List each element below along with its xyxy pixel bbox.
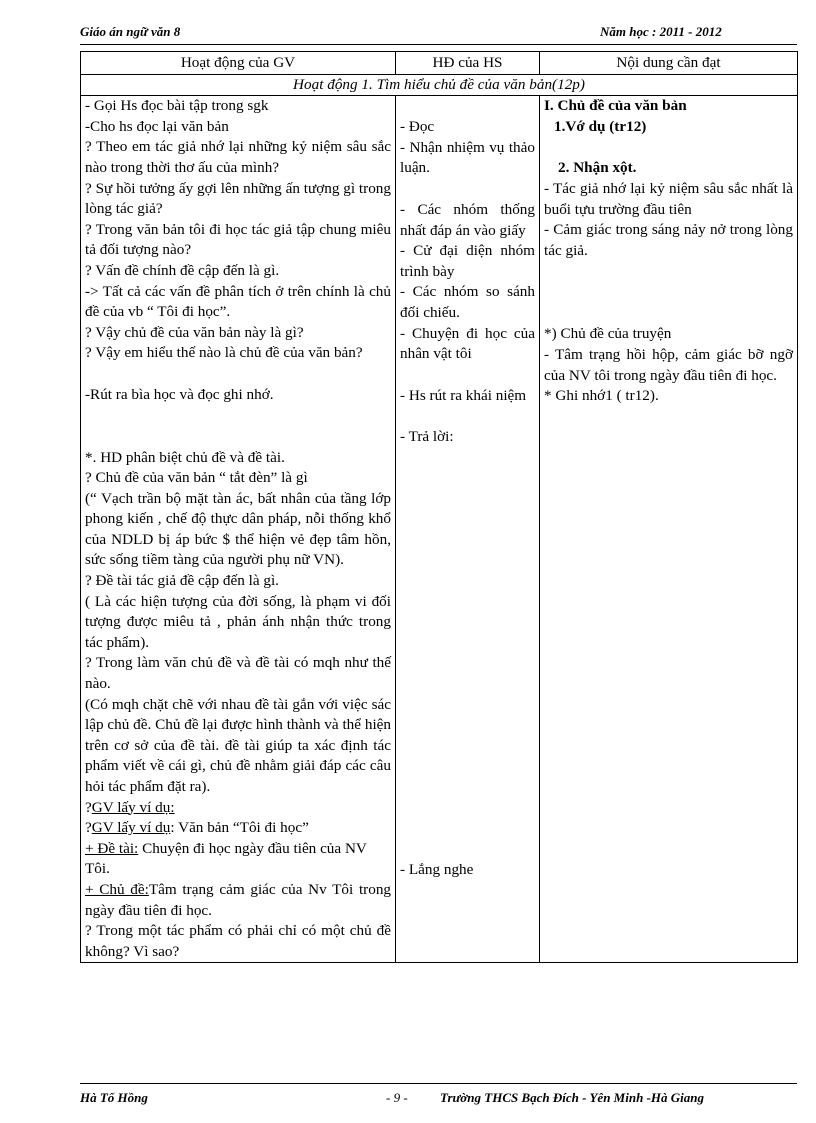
col-header-nd: Nội dung cần đạt (540, 52, 798, 75)
activity-title: Hoạt động 1. Tìm hiểu chủ đề của văn bản(12p) (81, 74, 798, 96)
gv-line: - Gọi Hs đọc bài tập trong sgk (85, 97, 269, 115)
gv-line: ? Vấn đề chính đề cập đến là gì. (85, 261, 280, 279)
gv-line: ? Trong văn bản tôi đi học tác giả tập chung miêu tả đối tượng nào? (85, 220, 391, 259)
footer-school: Trường THCS Bạch Đích - Yên Minh -Hà Giang (440, 1090, 704, 1105)
gv-line: ?GV lấy ví dụ: (85, 798, 175, 816)
nd-line: 1.Vớ dụ (tr12) (554, 117, 647, 135)
header-subject: Giáo án ngữ văn 8 (80, 24, 181, 39)
nd-line: I. Chủ đề của văn bản (544, 97, 687, 115)
gv-line: + Đề tài: Chuyện đi học ngày đầu tiên của NV Tôi. (85, 839, 367, 878)
gv-line: ? Đề tài tác giả đề cập đến là gì. (85, 572, 279, 590)
gv-line: ? Sự hồi tưởng ấy gợi lên những ấn tượng gì trong lòng tác giả? (85, 179, 391, 218)
hs-line: - Trả lời: (400, 428, 454, 446)
nd-column (540, 96, 798, 963)
hs-line: - Nhận nhiệm vụ thảo luận. (400, 138, 535, 177)
nd-line: - Tâm trạng hồi hộp, cảm giác bỡ ngỡ của NV tôi trong ngày đầu tiên đi học. (544, 345, 793, 384)
col-header-gv: Hoạt động của GV (81, 52, 396, 75)
gv-line: (“ Vạch trần bộ mặt tàn ác, bất nhân của tầng lớp phong kiến , chế độ thực dân pháp, nỗi thống khổ của NDLD bị áp bức $ thể hiện vẻ đẹp tâm hồn, sức sống tiềm tàng của người phụ nữ VN). (85, 489, 391, 569)
nd-line: *) Chủ đề của truyện (544, 325, 672, 343)
gv-line: ( Là các hiện tượng của đời sống, là phạm vi đối tượng được miêu tả , phản ánh nhận thức trong tác phẩm). (85, 592, 391, 651)
content-row (81, 96, 798, 963)
lesson-table (80, 51, 798, 963)
gv-line: -Cho hs đọc lại văn bản (85, 117, 229, 135)
hs-line: - Cử đại diện nhóm trình bày (400, 242, 535, 280)
nd-line: 2. Nhận xột. (558, 159, 637, 177)
hs-line: - Chuyện đi học của nhân vật tôi (400, 324, 535, 363)
gv-line: *. HD phân biệt chủ đề và đề tài. (85, 448, 285, 466)
hs-line: - Hs rút ra khái niệm (400, 386, 527, 404)
gv-line: ? Vậy em hiểu thế nào là chủ đề của văn bản? (85, 344, 363, 362)
footer-page-number: - 9 - (386, 1090, 408, 1105)
nd-line: - Cảm giác trong sáng nảy nở trong lòng tác giả. (544, 221, 793, 259)
hs-line: - Các nhóm so sánh đối chiếu. (400, 283, 535, 321)
hs-line: - Các nhóm thống nhất đáp án vào giấy (400, 200, 535, 239)
hs-column (396, 96, 540, 963)
gv-column (81, 96, 396, 963)
header-rule (80, 44, 797, 45)
col-header-hs: HĐ của HS (396, 52, 540, 75)
gv-line: ?GV lấy ví dụ: Văn bản “Tôi đi học” (85, 819, 309, 837)
gv-line: (Có mqh chặt chẽ với nhau đề tài gắn với việc sác lập chủ đề. Chủ đề lại được hình thành và thể hiện trên cơ sở của đề tài. đề tài giúp ta xác định tác phẩm viết về cái gì, chủ đề nhằm giải đáp các câu hỏi tác phẩm đặt ra). (85, 695, 391, 795)
header-school-year: Năm học : 2011 - 2012 (600, 24, 722, 39)
gv-line: -> Tất cả các vấn đề phân tích ở trên chính là chủ đề của vb “ Tôi đi học”. (85, 282, 391, 321)
gv-line: + Chủ đề:Tâm trạng cảm giác của Nv Tôi trong ngày đầu tiên đi học. (85, 880, 392, 919)
footer-rule (80, 1083, 797, 1084)
activity-row (81, 74, 798, 96)
gv-line: ? Theo em tác giả nhớ lại những kỷ niệm sâu sắc nào trong thời thơ ấu của mình? (85, 138, 391, 176)
hs-line: - Lắng nghe (400, 860, 474, 878)
table-header-row (81, 52, 798, 75)
hs-line: - Đọc (400, 118, 435, 136)
nd-line: - Tác giả nhớ lại kỷ niệm sâu sắc nhất là buổi tựu trường đầu tiên (544, 179, 793, 218)
footer-author: Hà Tố Hồng (80, 1090, 148, 1105)
gv-line: ? Chủ đề của văn bản “ tắt đèn” là gì (85, 469, 308, 487)
gv-line: -Rút ra bìa học và đọc ghi nhớ. (85, 385, 274, 403)
nd-line: * Ghi nhớ1 ( tr12). (544, 387, 659, 405)
gv-line: ? Trong làm văn chủ đề và đề tài có mqh như thế nào. (85, 654, 391, 693)
gv-line: ? Trong một tác phẩm có phải chỉ có một chủ đề không? Vì sao? (85, 922, 391, 960)
gv-line: ? Vậy chủ đề của văn bản này là gì? (85, 323, 304, 341)
